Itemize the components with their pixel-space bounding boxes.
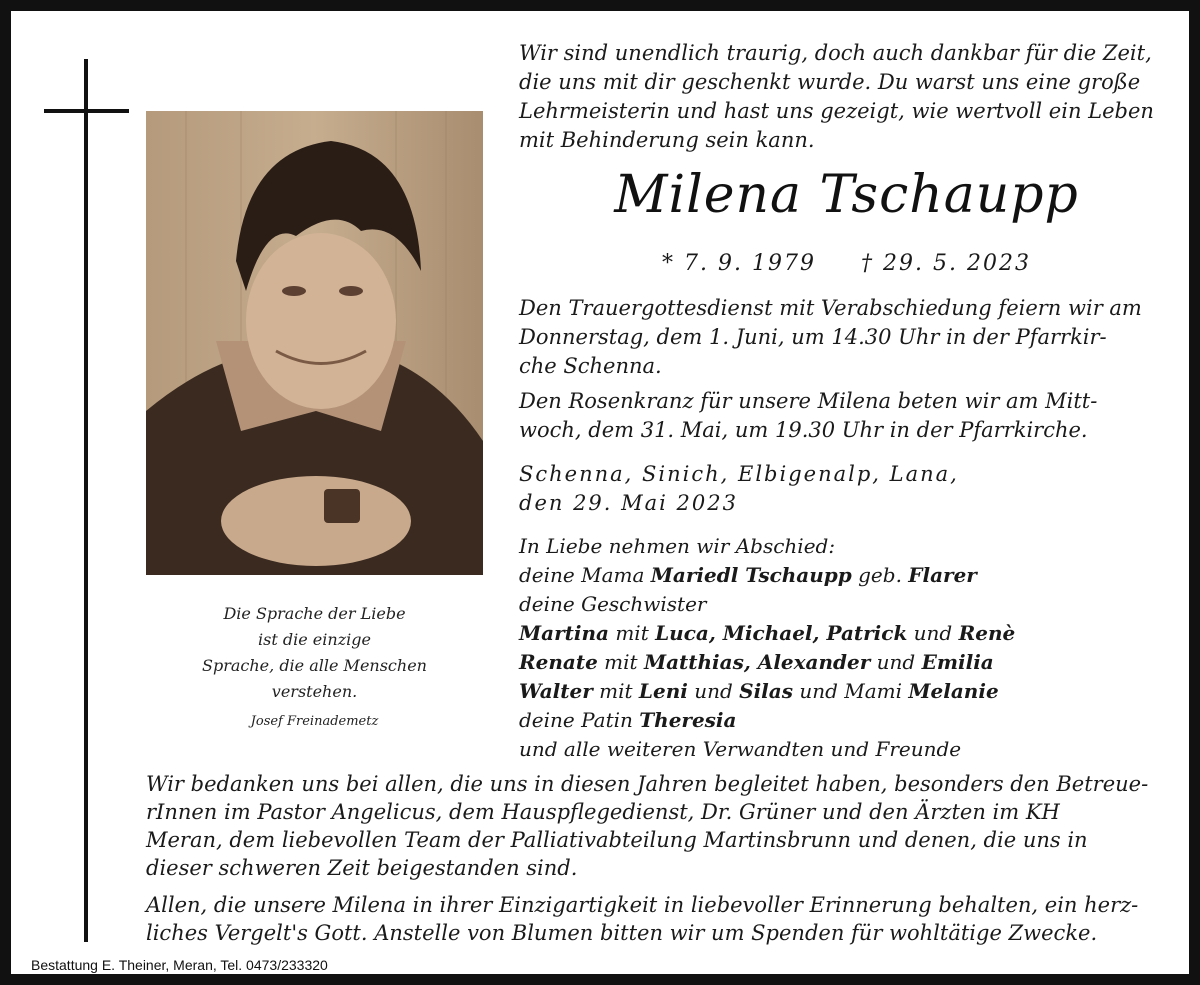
deceased-name: Milena Tschaupp — [614, 165, 1079, 225]
thanks-line: Meran, dem liebevollen Team der Palliativabteilung Martinsbrunn und denen, die uns in — [146, 828, 1088, 852]
cross-icon-vertical — [84, 59, 88, 942]
quote-line: ist die einzige — [258, 630, 371, 649]
place-line: Schenna, Sinich, Elbigenalp, Lana, — [519, 462, 959, 486]
funeral-service-text — [519, 294, 1142, 381]
portrait-image — [146, 111, 483, 575]
rosary-line: Den Rosenkranz für unsere Milena beten wir am Mitt- — [519, 389, 1098, 413]
intro-line: Lehrmeisterin und hast uns gezeigt, wie wertvoll ein Leben — [519, 99, 1154, 123]
thanks-line: dieser schweren Zeit beigestanden sind. — [146, 856, 578, 880]
family-sibling-row: Walter mit Leni und Silas und Mami Melanie — [519, 679, 999, 703]
family-list — [519, 532, 1015, 764]
birth-date: * 7. 9. 1979 — [662, 251, 816, 276]
date-line: den 29. Mai 2023 — [519, 491, 739, 515]
rosary-text — [519, 387, 1097, 445]
service-line: Donnerstag, dem 1. Juni, um 14.30 Uhr in der Pfarrkir- — [519, 325, 1107, 349]
service-line: Den Trauergottesdienst mit Verabschiedung feiern wir am — [519, 296, 1142, 320]
funeral-home-footer: Bestattung E. Theiner, Meran, Tel. 0473/233320 — [31, 957, 328, 973]
family-mama: deine Mama Mariedl Tschaupp geb. Flarer — [519, 563, 977, 587]
family-godmother: deine Patin Theresia — [519, 708, 737, 732]
quote-line: verstehen. — [271, 682, 358, 701]
life-dates — [519, 251, 1174, 276]
cross-icon-horizontal — [44, 109, 129, 113]
intro-text — [519, 39, 1154, 155]
service-line: che Schenna. — [519, 354, 662, 378]
thanks-line: rInnen im Pastor Angelicus, dem Hauspflegedienst, Dr. Grüner und den Ärzten im KH — [146, 800, 1060, 824]
family-heading: In Liebe nehmen wir Abschied: — [519, 534, 836, 558]
thanks-closing-text — [146, 891, 1138, 947]
family-sibling-row: Renate mit Matthias, Alexander und Emilia — [519, 650, 994, 674]
quote-line: Sprache, die alle Menschen — [202, 656, 427, 675]
death-date: † 29. 5. 2023 — [861, 251, 1031, 276]
quote-line: Die Sprache der Liebe — [223, 604, 406, 623]
family-siblings-label: deine Geschwister — [519, 592, 707, 616]
family-others: und alle weiteren Verwandten und Freunde — [519, 737, 962, 761]
quote-author: Josef Freinademetz — [250, 714, 379, 729]
thanks-text — [146, 770, 1148, 882]
thanks-closing-line: Allen, die unsere Milena in ihrer Einzigartigkeit in liebevoller Erinnerung behalten, ein herz- — [146, 893, 1139, 917]
thanks-line: Wir bedanken uns bei allen, die uns in diesen Jahren begleitet haben, besonders den Betreue- — [146, 772, 1149, 796]
family-sibling-row: Martina mit Luca, Michael, Patrick und Renè — [519, 621, 1016, 645]
intro-line: Wir sind unendlich traurig, doch auch dankbar für die Zeit, — [519, 41, 1152, 65]
intro-line: die uns mit dir geschenkt wurde. Du warst uns eine große — [519, 70, 1141, 94]
thanks-closing-line: liches Vergelt's Gott. Anstelle von Blumen bitten wir um Spenden für wohltätige Zwecke. — [146, 921, 1098, 945]
place-date — [519, 460, 959, 518]
intro-line: mit Behinderung sein kann. — [519, 128, 815, 152]
rosary-line: woch, dem 31. Mai, um 19.30 Uhr in der Pfarrkirche. — [519, 418, 1088, 442]
portrait-photo — [146, 111, 483, 575]
quote — [146, 601, 483, 735]
